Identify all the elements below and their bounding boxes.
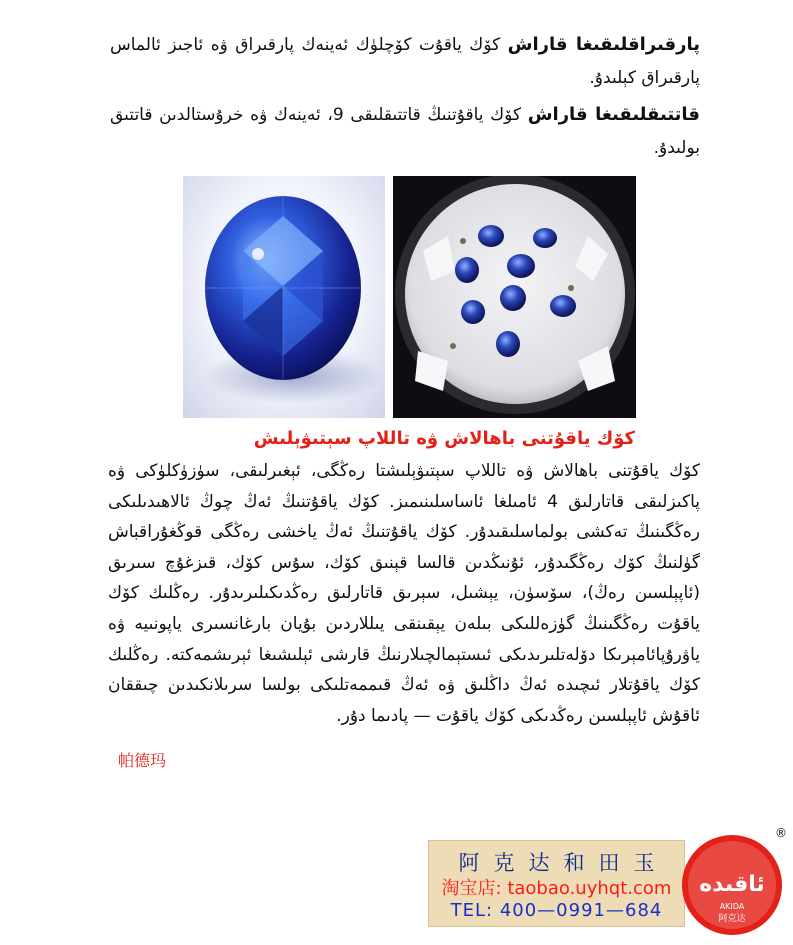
hardness-text: كۆك ياقۇتنىڭ قاتتىقلىقى 9، ئەينەك ۋە خرۇستالدىن قاتتىق بولىدۇ. [110,105,700,158]
section-subheading: كۆك ياقۇتنى باھالاش ۋە تاللاپ سېتىۋېلىش [253,428,635,449]
luster-text: كۆك ياقۇت كۆچلۈك ئەينەك پارقىراق ۋە ئاجىز ئالماس پارقىراق كېلىدۇ. [110,35,700,88]
brand-logo [680,823,790,941]
shop-banner [428,840,685,927]
logo-latin: AKIDA [719,902,745,911]
sapphire-photo [183,176,385,418]
shop-name: 阿克达和田玉 [458,851,669,875]
evaluation-tail: پادىما دۇر. [336,705,409,726]
paragraph-hardness [110,98,700,165]
logo-chinese: 阿克达 [718,914,746,924]
paragraph-evaluation [108,456,700,731]
shop-phone: TEL: 400—0991—684 [450,900,663,921]
shop-url: 淘宝店: taobao.uyhqt.com [441,878,672,899]
sapphire-tray-photo [393,176,636,418]
registered-mark: ® [775,826,787,840]
evaluation-text: كۆك ياقۇتنى باھالاش ۋە تاللاپ سېتىۋېلىشتا رەڭگى، ئېغىرلىقى، سۈزۈكلۈكى ۋە پاكىزلىقى قاتارلىق 4 ئامىلغا ئاساسلىنىمىز. كۆك ياقۇتنىڭ ئەڭ چوڭ ئالاھىدىلىكى رەڭگىنىڭ تەكشى بولماسلىقىدۇر. كۆك ياقۇتنىڭ ئەڭ ياخشى رەڭگى قوڭغۇراقباش گۈلنىڭ كۆك رەڭگىدۇر، ئۇنىڭدىن قالسا قېنىق كۆك، سۇس كۆك، قىزغۇچ سىرىق (ئاپېلسىن رەڭ)، سۆسۈن، يېشىل، سېرىق قاتارلىق رەڭدىكىلىرىدۇر. رەڭلىك كۆك ياقۇت رەڭگىنىڭ گۈزەللىكى بىلەن يېقىنقى يىللاردىن بۇيان بارغانسىرى ياپونىيە ۋە ياۋرۇپائامېرىكا دۆلەتلىرىدىكى ئىستېمالچىلارنىڭ قارشى ئېلىشىغا ئېرىشمەكتە. رەڭلىك كۆك ياقۇتلار ئىچىدە ئەڭ داڭلىق ۋە ئەڭ قىممەتلىكى بولسا سرىلانكىدىن چىققان ئاقۇش ئاپېلسىن رەڭدىكى كۆك ياقۇت — [108,461,700,726]
hardness-heading: قاتتىقلىقىغا قاراش [527,104,700,125]
paragraph-luster [110,28,700,95]
author-name: 帕德玛 [118,751,167,770]
logo-script: ئاقىدە [699,872,765,897]
luster-heading: پارقىراقلىقىغا قاراش [507,34,701,55]
